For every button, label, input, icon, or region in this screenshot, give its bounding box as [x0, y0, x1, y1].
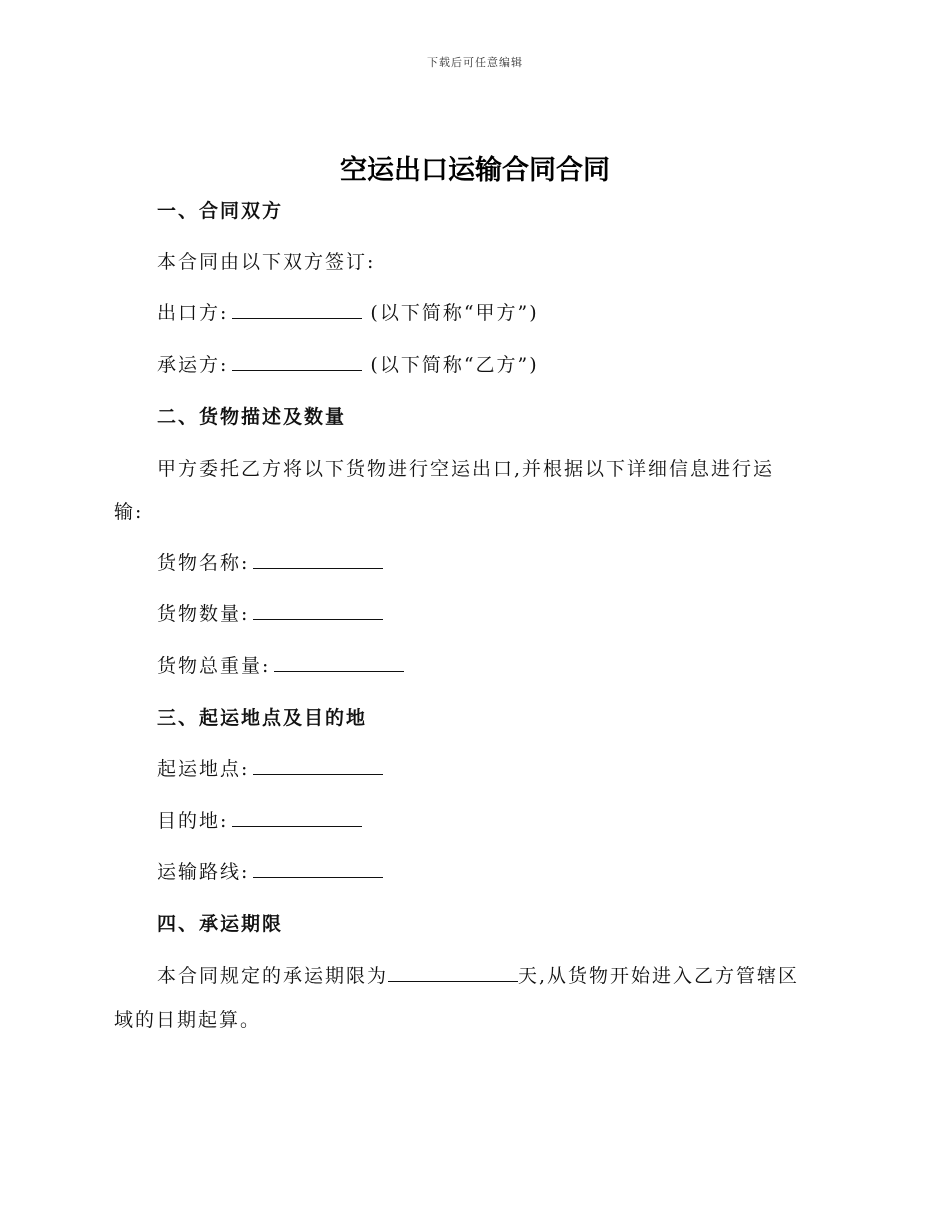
route-blank[interactable] — [253, 859, 383, 878]
section-2-heading: 二、货物描述及数量 — [157, 406, 347, 428]
route-row — [157, 859, 387, 885]
period-blank[interactable] — [388, 963, 518, 982]
goods-weight-row — [157, 653, 408, 679]
party-b-label: 承运方: — [157, 354, 229, 376]
section-1-heading: 一、合同双方 — [157, 200, 284, 222]
destination-blank[interactable] — [232, 808, 362, 827]
route-label: 运输路线: — [157, 861, 250, 883]
period-text-after: 天,从货物开始进入乙方管辖区 — [518, 965, 800, 987]
section-2-para-line1: 甲方委托乙方将以下货物进行空运出口,并根据以下详细信息进行运 — [157, 458, 775, 480]
origin-blank[interactable] — [253, 756, 383, 775]
party-a-note: (以下简称“甲方”) — [370, 302, 539, 324]
goods-qty-blank[interactable] — [253, 601, 383, 620]
section-4-para-line2: 域的日期起算。 — [114, 1009, 262, 1031]
party-b-note: (以下简称“乙方”) — [370, 354, 539, 376]
document-title: 空运出口运输合同合同 — [340, 155, 610, 186]
goods-name-label: 货物名称: — [157, 552, 250, 574]
header-note: 下载后可任意编辑 — [427, 56, 523, 69]
origin-label: 起运地点: — [157, 758, 250, 780]
section-2-para-line2: 输: — [114, 501, 144, 523]
goods-name-blank[interactable] — [253, 550, 383, 569]
section-4-heading: 四、承运期限 — [157, 913, 284, 935]
goods-qty-row — [157, 601, 387, 627]
section-1-intro: 本合同由以下双方签订: — [157, 251, 376, 273]
section-4-para-line1 — [157, 963, 799, 989]
goods-weight-label: 货物总重量: — [157, 655, 271, 677]
party-b-blank[interactable] — [232, 352, 362, 371]
destination-row — [157, 808, 366, 834]
period-text-before: 本合同规定的承运期限为 — [157, 965, 389, 987]
goods-weight-blank[interactable] — [274, 653, 404, 672]
goods-qty-label: 货物数量: — [157, 603, 250, 625]
party-a-row — [157, 300, 539, 326]
party-a-blank[interactable] — [232, 300, 362, 319]
origin-row — [157, 756, 387, 782]
section-3-heading: 三、起运地点及目的地 — [157, 707, 368, 729]
party-a-label: 出口方: — [157, 302, 229, 324]
goods-name-row — [157, 550, 387, 576]
party-b-row — [157, 352, 539, 378]
destination-label: 目的地: — [157, 810, 229, 832]
